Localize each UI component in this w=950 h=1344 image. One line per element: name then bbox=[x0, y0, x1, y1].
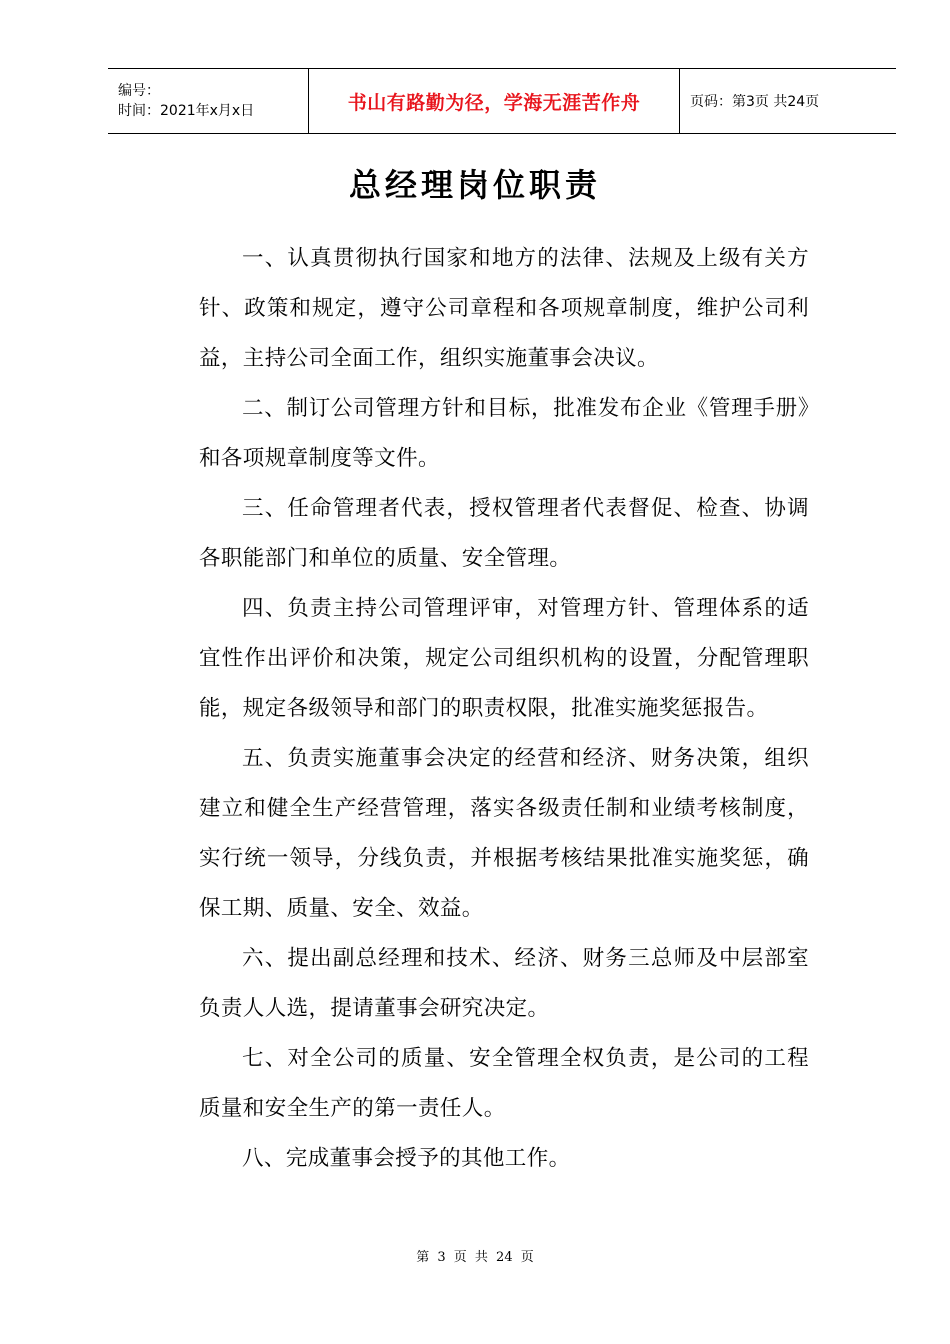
header-motto: 书山有路勤为径，学海无涯苦作舟 bbox=[308, 69, 680, 133]
document-body bbox=[199, 234, 809, 1184]
header-meta bbox=[108, 69, 308, 133]
header-time-label: 时间：2021年x月x日 bbox=[118, 103, 255, 119]
duty-paragraph-8: 八、完成董事会授予的其他工作。 bbox=[242, 1146, 571, 1171]
document-title: 总经理岗位职责 bbox=[348, 166, 601, 204]
duty-paragraph-2: 二、制订公司管理方针和目标，批准发布企业《管理手册》和各项规章制度等文件。 bbox=[199, 396, 809, 471]
duty-paragraph-3: 三、任命管理者代表，授权管理者代表督促、检查、协调各职能部门和单位的质量、安全管理。 bbox=[199, 496, 809, 571]
header-page-info: 页码：第3页 共24页 bbox=[690, 94, 820, 110]
document-header bbox=[108, 68, 896, 134]
duty-paragraph-6: 六、提出副总经理和技术、经济、财务三总师及中层部室负责人人选，提请董事会研究决定。 bbox=[199, 946, 809, 1021]
header-number-label: 编号： bbox=[118, 83, 160, 99]
duty-paragraph-1: 一、认真贯彻执行国家和地方的法律、法规及上级有关方针、政策和规定，遵守公司章程和各项规章制度，维护公司利益，主持公司全面工作，组织实施董事会决议。 bbox=[199, 246, 809, 371]
duty-paragraph-7: 七、对全公司的质量、安全管理全权负责，是公司的工程质量和安全生产的第一责任人。 bbox=[199, 1046, 809, 1121]
duty-paragraph-5: 五、负责实施董事会决定的经营和经济、财务决策，组织建立和健全生产经营管理，落实各级责任制和业绩考核制度，实行统一领导，分线负责，并根据考核结果批准实施奖惩，确保工期、质量、安全、效益。 bbox=[199, 746, 809, 921]
page-footer: 第 3 页 共 24 页 bbox=[416, 1250, 534, 1265]
duty-paragraph-4: 四、负责主持公司管理评审，对管理方针、管理体系的适宜性作出评价和决策，规定公司组织机构的设置，分配管理职能，规定各级领导和部门的职责权限，批准实施奖惩报告。 bbox=[199, 596, 809, 721]
